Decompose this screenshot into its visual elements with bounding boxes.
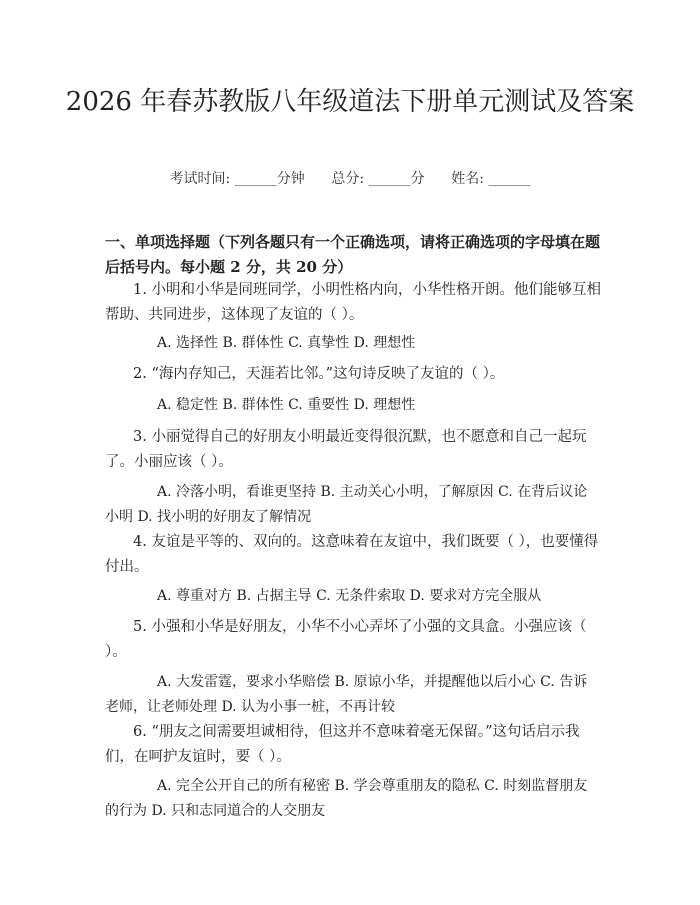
- question-6-stem: 6. “朋友之间需要坦诚相待，但这并不意味着毫无保留。”这句话启示我们，在呵护友谊时，要（ ）。: [105, 724, 580, 765]
- question-6-options: A. 完全公开自己的所有秘密 B. 学会尊重朋友的隐私 C. 时刻监督朋友的行为 D. 只和志同道合的人交朋友: [105, 778, 588, 819]
- question-2-options: A. 稳定性 B. 群体性 C. 重要性 D. 理想性: [157, 397, 416, 413]
- question-1-stem: 1. 小明和小华是同班同学，小明性格内向，小华性格开朗。他们能够互相帮助、共同进步，这体现了友谊的（ ）。: [105, 282, 601, 323]
- question-4-options: A. 尊重对方 B. 占据主导 C. 无条件索取 D. 要求对方完全服从: [157, 588, 542, 604]
- question-3-options: A. 冷落小明，看谁更坚持 B. 主动关心小明，了解原因 C. 在背后议论小明 D. 找小明的好朋友了解情况: [105, 484, 588, 525]
- question-2-stem: 2. “海内存知己，天涯若比邻。”这句诗反映了友谊的（ ）。: [133, 366, 505, 382]
- question-3-stem: 3. 小丽觉得自己的好朋友小明最近变得很沉默，也不愿意和自己一起玩了。小丽应该（ ）。: [105, 429, 587, 470]
- question-5-stem: 5. 小强和小华是好朋友，小华不小心弄坏了小强的文具盒。小强应该（ ）。: [105, 619, 587, 660]
- question-4-stem: 4. 友谊是平等的、双向的。这意味着在友谊中，我们既要（ ），也要懂得付出。: [105, 534, 599, 575]
- question-1-options: A. 选择性 B. 群体性 C. 真挚性 D. 理想性: [157, 335, 416, 351]
- section-heading: 一、单项选择题（下列各题只有一个正确选项，请将正确选项的字母填在题后括号内。每小题 2 分，共 20 分）: [105, 233, 601, 276]
- exam-info-line: 考试时间: ______分钟 总分: ______分 姓名: ______: [169, 171, 531, 187]
- document-title: 2026 年春苏教版八年级道法下册单元测试及答案: [65, 87, 635, 117]
- question-5-options: A. 大发雷霆，要求小华赔偿 B. 原谅小华，并提醒他以后小心 C. 告诉老师，让老师处理 D. 认为小事一桩，不再计较: [105, 674, 588, 715]
